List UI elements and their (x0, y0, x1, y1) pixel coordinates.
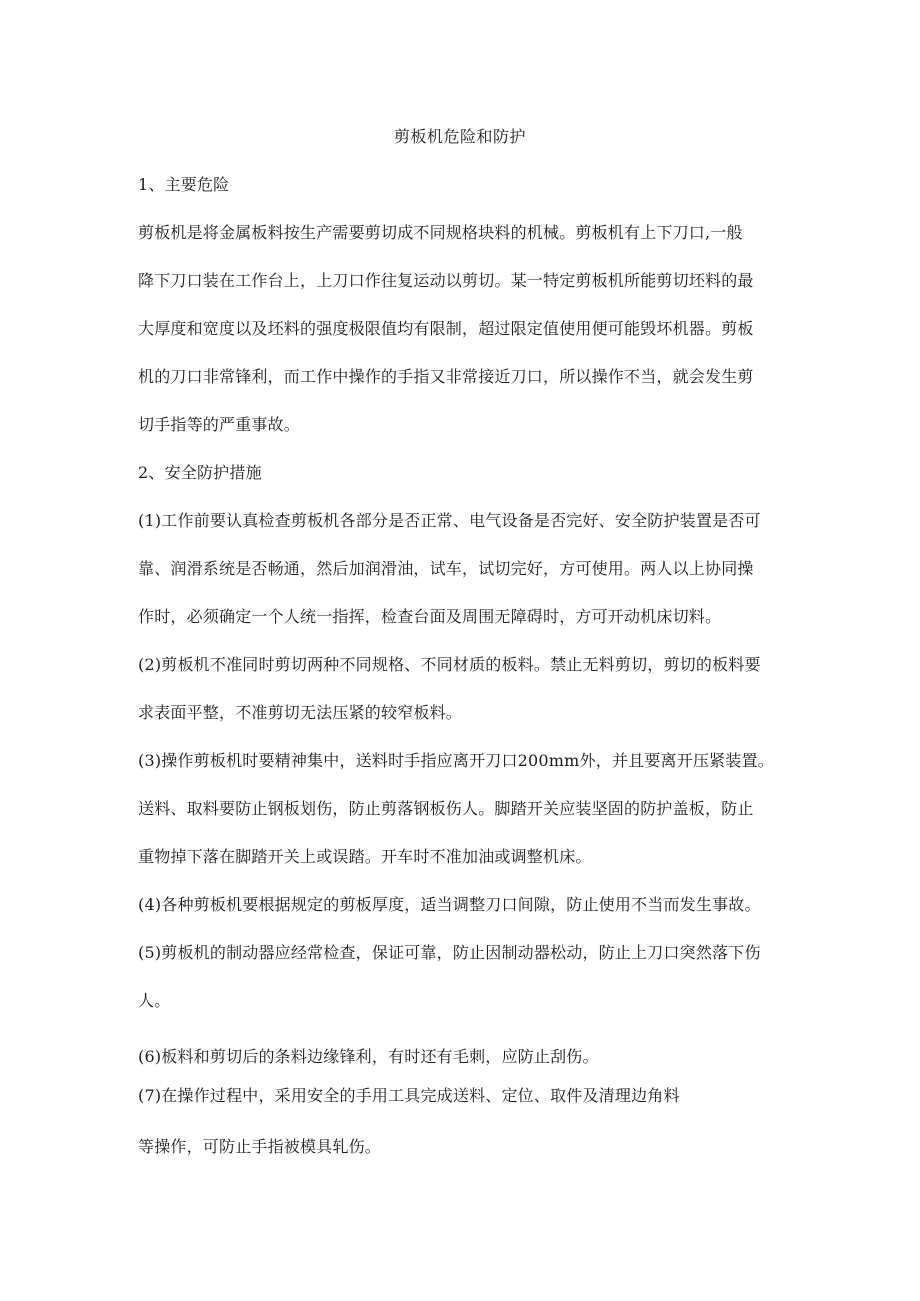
paragraph-line: 切手指等的严重事故。 (138, 415, 301, 434)
paragraph-line: 机的刀口非常锋利，而工作中操作的手指又非常接近刀口，所以操作不当，就会发生剪 (138, 367, 754, 386)
paragraph-line: 剪板机是将金属板料按生产需要剪切成不同规格块料的机械。剪板机有上下刀口,一般 (138, 223, 743, 242)
list-item-7-line: 等操作，可防止手指被模具轧伤。 (138, 1137, 382, 1156)
paragraph-line: 降下刀口装在工作台上，上刀口作往复运动以剪切。某一特定剪板机所能剪切坯料的最 (138, 271, 754, 290)
list-item-2-line: (2)剪板机不准同时剪切两种不同规格、不同材质的板料。禁止无料剪切，剪切的板料要 (138, 655, 761, 674)
list-item-6-line: (6)板料和剪切后的条料边缘锋利，有时还有毛刺，应防止刮伤。 (138, 1047, 599, 1066)
list-item-3-line: 重物掉下落在脚踏开关上或误踏。开车时不准加油或调整机床。 (138, 847, 592, 866)
section-heading-safety-measures: 2、安全防护措施 (138, 463, 262, 482)
list-item-1-line: (1)工作前要认真检查剪板机各部分是否正常、电气设备是否完好、安全防护装置是否可 (138, 511, 761, 530)
list-item-1-line: 靠、润滑系统是否畅通，然后加润滑油，试车，试切完好，方可使用。两人以上协同操 (138, 559, 754, 578)
list-item-3-line: (3)操作剪板机时要精神集中，送料时手指应离开刀口200mm外，并且要离开压紧装置。 (138, 751, 774, 770)
list-item-5-line: (5)剪板机的制动器应经常检查，保证可靠，防止因制动器松动，防止上刀口突然落下伤 (138, 943, 761, 962)
list-item-2-line: 求表面平整，不准剪切无法压紧的较窄板料。 (138, 703, 463, 722)
list-item-1-line: 作时，必须确定一个人统一指挥，检查台面及周围无障碍时，方可开动机床切料。 (138, 607, 722, 626)
list-item-5-line: 人。 (138, 991, 171, 1010)
list-item-7-line: (7)在操作过程中，采用安全的手用工具完成送料、定位、取件及清理边角料 (138, 1086, 680, 1105)
paragraph-line: 大厚度和宽度以及坯料的强度极限值均有限制，超过限定值使用便可能毁坏机器。剪板 (138, 319, 754, 338)
document-title: 剪板机危险和防护 (393, 127, 526, 146)
list-item-3-line: 送料、取料要防止钢板划伤，防止剪落钢板伤人。脚踏开关应装坚固的防护盖板，防止 (138, 799, 754, 818)
list-item-4-line: (4)各种剪板机要根据规定的剪板厚度，适当调整刀口间隙，防止使用不当而发生事故。 (138, 895, 761, 914)
section-heading-main-hazards: 1、主要危险 (138, 175, 230, 194)
